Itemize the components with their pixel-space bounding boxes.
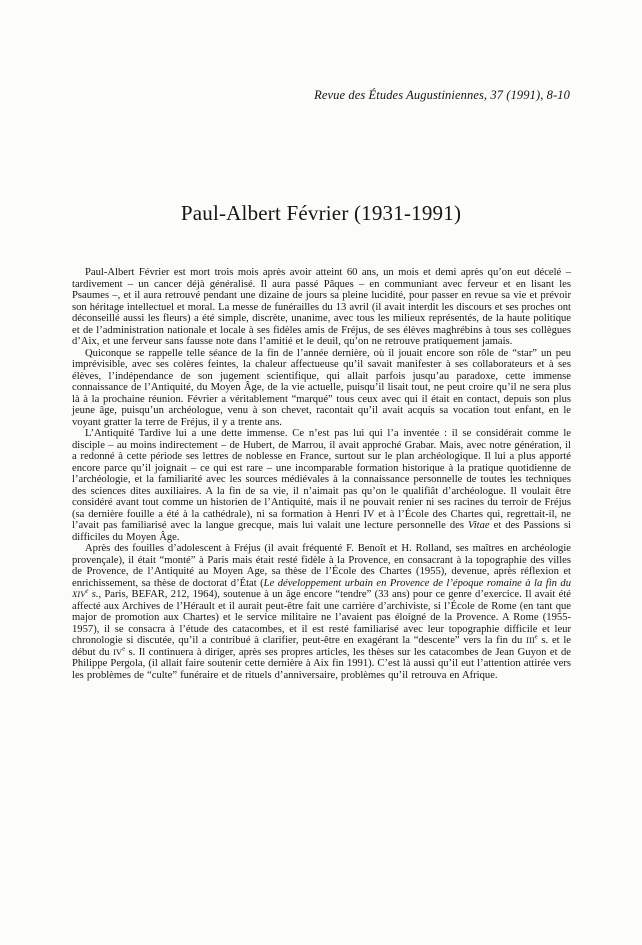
paragraph-obituary-intro: Paul-Albert Février est mort trois mois après avoir atteint 60 ans, un mois et demi après qu’on eut décelé – tardivement – un cancer déjà généralisé. Il aura passé Pâques – en communiant avec ferveur et en lisant les Psaumes –, et il aura retrouvé pendant une dizaine de jours sa pleine lucidité, pour passer en revue sa vie et prévoir son héritage intellectuel et moral. La messe de funérailles du 13 avril (il avait interdit les discours et ses proches ont déconseillé aussi les fleurs) a été simple, discrète, unanime, avec tous les milieux représentés, de la haute politique et de l’administration nationale et locale à ses fidèles amis de Fréjus, de ses élèves maghrébins à tous ses collègues d’Aix, et une ferveur sans fausse note dans l’amitié et le deuil, qu’on ne retrouve pratiquement jamais. xyxy=(72,267,571,347)
article-body xyxy=(72,267,571,681)
journal-running-head: Revue des Études Augustiniennes, 37 (1991), 8-10 xyxy=(314,88,570,102)
article-title: Paul-Albert Février (1931-1991) xyxy=(180,201,462,225)
paragraph-personality: Quiconque se rappelle telle séance de la fin de l’année dernière, où il jouait encore son rôle de “star” un peu imprévisible, avec ses colères feintes, la chaleur affectueuse qu’il savait manifester à ses collaborateurs et à ses élèves, l’indépendance de son jugement scientifique, qui allait parfois jusqu’au paradoxe, cette immense connaissance de l’Antiquité, du Moyen Âge, de la vie actuelle, puisqu’il lisait tout, ne peut croire qu’il ne sera plus là à la prochaine réunion. Février a véritablement “marqué” tous ceux avec qui il était en contact, depuis son plus jeune âge, puisqu’un archéologue, venu à son chevet, racontait qu’il avait acquis sa vocation tout enfant, en le voyant gratter la terre de Fréjus, il y a trente ans. xyxy=(72,347,571,428)
paragraph-career: Après des fouilles d’adolescent à Fréjus (il avait fréquenté F. Benoît et H. Rolland, ses maîtres en archéologie provençale), il était “monté” à Paris mais était resté fidèle à la Provence, en consacrant à la topographie des villes de Provence, de l’Antiquité au Moyen Age, sa thèse de l’École des Chartes (1955), devenue, après réflexion et enrichissement, sa thèse de doctorat d’État (Le développement urbain en Provence de l’époque romaine à la fin du XIVe s., Paris, BEFAR, 212, 1964), soutenue à un âge encore “tendre” (33 ans) pour ce genre d’exercice. Il avait été affecté aux Archives de l’Hérault et il aurait peut-être fait une carrière d’archiviste, si l’École de Rome (en tant que major de promotion aux Chartes) et le service militaire ne l’avaient pas éloigné de la Provence. A Rome (1955-1957), il se consacra à l’étude des catacombes, et il est resté familiarisé avec leur topographie difficile et leur chronologie si discutée, qu’il a contribué à clarifier, peut-être en exagérant la “descente” vers la fin du IIIe s. et le début du IVe s. Il continuera à diriger, après ses propres articles, les thèses sur les catacombes de Jean Guyon et de Philippe Pergola, (il allait faire soutenir cette dernière à Aix fin 1991). C’est là aussi qu’il eut l’attention attirée vers les problèmes de “culte” funéraire et de rituels d’anniversaire, problèmes qu’il retrouva en Afrique. xyxy=(72,543,571,681)
paragraph-antiquite-tardive: L’Antiquité Tardive lui a une dette immense. Ce n’est pas lui qui l’a inventée : il se considérait comme le disciple – au moins indirectement – de Hubert, de Marrou, il avait approché Grabar. Mais, avec notre génération, il a redonné à cette période ses lettres de noblesse en France, surtout sur le plan archéologique. Il lui a plus apporté encore parce qu’il joignait – ce qui est rare – une incomparable formation historique à la pratique quotidienne de l’archéologie, et la familiarité avec les sources médiévales à la connaissance personnelle de toutes les techniques des sciences dites auxiliaires. A la fin de sa vie, il n’aimait pas qu’on le qualifiât d’archéologue. Il voulait être considéré avant tout comme un historien de l’Antiquité, mais il ne pouvait renier ni ses racines du terroir de Fréjus (sa dernière fouille a été à la cathédrale), ni sa formation à Henri IV et à l’École des Chartes qui, regrettait-il, ne l’avait pas familiarisé avec la langue grecque, mais lui valait une lecture personnelle des Vitae et des Passions si difficiles du Moyen Âge. xyxy=(72,428,572,543)
